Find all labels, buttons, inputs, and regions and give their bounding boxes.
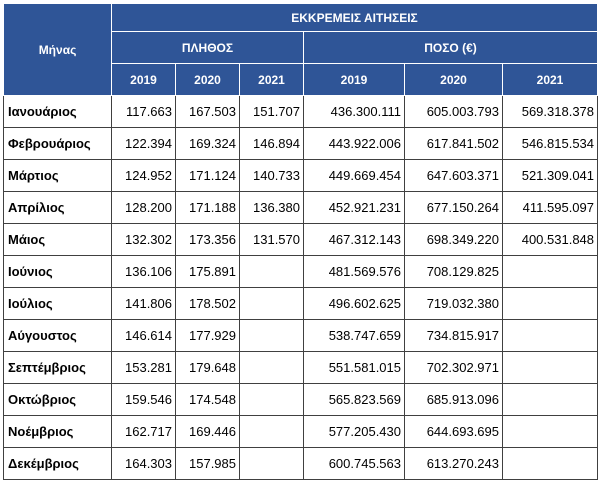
month-cell: Μάιος xyxy=(4,224,112,256)
month-cell: Οκτώβριος xyxy=(4,384,112,416)
amount-cell: 605.003.793 xyxy=(405,96,503,128)
count-cell xyxy=(240,256,304,288)
count-cell: 159.546 xyxy=(112,384,176,416)
table-row xyxy=(4,128,598,160)
amount-cell: 644.693.695 xyxy=(405,416,503,448)
count-cell: 151.707 xyxy=(240,96,304,128)
count-cell xyxy=(240,320,304,352)
month-cell: Απρίλιος xyxy=(4,192,112,224)
amount-cell: 565.823.569 xyxy=(304,384,405,416)
header-amount: ΠΟΣΟ (€) xyxy=(304,32,598,64)
table-row xyxy=(4,160,598,192)
amount-cell: 538.747.659 xyxy=(304,320,405,352)
amount-cell: 521.309.041 xyxy=(503,160,598,192)
amount-cell: 600.745.563 xyxy=(304,448,405,480)
amount-cell xyxy=(503,320,598,352)
count-cell: 122.394 xyxy=(112,128,176,160)
amount-cell: 452.921.231 xyxy=(304,192,405,224)
amount-cell: 569.318.378 xyxy=(503,96,598,128)
count-cell: 173.356 xyxy=(176,224,240,256)
table-row xyxy=(4,288,598,320)
amount-cell: 496.602.625 xyxy=(304,288,405,320)
month-cell: Δεκέμβριος xyxy=(4,448,112,480)
month-cell: Σεπτέμβριος xyxy=(4,352,112,384)
amount-cell: 708.129.825 xyxy=(405,256,503,288)
count-cell: 171.188 xyxy=(176,192,240,224)
amount-cell: 613.270.243 xyxy=(405,448,503,480)
amount-cell: 467.312.143 xyxy=(304,224,405,256)
amount-cell xyxy=(503,384,598,416)
count-cell: 141.806 xyxy=(112,288,176,320)
header-pending-applications: ΕΚΚΡΕΜΕΙΣ ΑΙΤΗΣΕΙΣ xyxy=(112,4,598,32)
header-month: Μήνας xyxy=(4,4,112,96)
table-row xyxy=(4,96,598,128)
count-cell: 117.663 xyxy=(112,96,176,128)
header-count: ΠΛΗΘΟΣ xyxy=(112,32,304,64)
amount-cell xyxy=(503,416,598,448)
table-row xyxy=(4,320,598,352)
count-cell: 169.446 xyxy=(176,416,240,448)
count-cell: 164.303 xyxy=(112,448,176,480)
amount-cell: 546.815.534 xyxy=(503,128,598,160)
count-cell: 177.929 xyxy=(176,320,240,352)
pending-applications-table xyxy=(3,3,598,480)
count-cell xyxy=(240,416,304,448)
amount-cell: 698.349.220 xyxy=(405,224,503,256)
header-count-year: 2020 xyxy=(176,64,240,96)
amount-cell: 685.913.096 xyxy=(405,384,503,416)
count-cell: 124.952 xyxy=(112,160,176,192)
amount-cell: 577.205.430 xyxy=(304,416,405,448)
amount-cell xyxy=(503,256,598,288)
table-row xyxy=(4,416,598,448)
table-row xyxy=(4,224,598,256)
count-cell: 167.503 xyxy=(176,96,240,128)
header-count-year: 2019 xyxy=(112,64,176,96)
count-cell: 153.281 xyxy=(112,352,176,384)
count-cell xyxy=(240,352,304,384)
count-cell: 146.614 xyxy=(112,320,176,352)
header-amount-year: 2019 xyxy=(304,64,405,96)
amount-cell: 443.922.006 xyxy=(304,128,405,160)
amount-cell xyxy=(503,448,598,480)
amount-cell: 702.302.971 xyxy=(405,352,503,384)
count-cell: 178.502 xyxy=(176,288,240,320)
count-cell: 131.570 xyxy=(240,224,304,256)
amount-cell: 436.300.111 xyxy=(304,96,405,128)
month-cell: Νοέμβριος xyxy=(4,416,112,448)
amount-cell xyxy=(503,288,598,320)
month-cell: Ιούλιος xyxy=(4,288,112,320)
amount-cell: 481.569.576 xyxy=(304,256,405,288)
table-row xyxy=(4,384,598,416)
count-cell: 162.717 xyxy=(112,416,176,448)
month-cell: Μάρτιος xyxy=(4,160,112,192)
header-amount-year: 2021 xyxy=(503,64,598,96)
table-body xyxy=(4,96,598,480)
header-count-year: 2021 xyxy=(240,64,304,96)
count-cell: 175.891 xyxy=(176,256,240,288)
count-cell xyxy=(240,448,304,480)
amount-cell: 677.150.264 xyxy=(405,192,503,224)
amount-cell: 449.669.454 xyxy=(304,160,405,192)
table-row xyxy=(4,256,598,288)
amount-cell: 400.531.848 xyxy=(503,224,598,256)
month-cell: Ιούνιος xyxy=(4,256,112,288)
table-row xyxy=(4,352,598,384)
count-cell: 169.324 xyxy=(176,128,240,160)
month-cell: Ιανουάριος xyxy=(4,96,112,128)
table-row xyxy=(4,192,598,224)
header-amount-year: 2020 xyxy=(405,64,503,96)
count-cell: 136.380 xyxy=(240,192,304,224)
month-cell: Φεβρουάριος xyxy=(4,128,112,160)
count-cell: 174.548 xyxy=(176,384,240,416)
count-cell: 157.985 xyxy=(176,448,240,480)
count-cell: 179.648 xyxy=(176,352,240,384)
month-cell: Αύγουστος xyxy=(4,320,112,352)
count-cell: 140.733 xyxy=(240,160,304,192)
amount-cell: 617.841.502 xyxy=(405,128,503,160)
amount-cell: 411.595.097 xyxy=(503,192,598,224)
count-cell: 171.124 xyxy=(176,160,240,192)
table-row xyxy=(4,448,598,480)
amount-cell xyxy=(503,352,598,384)
count-cell: 132.302 xyxy=(112,224,176,256)
amount-cell: 734.815.917 xyxy=(405,320,503,352)
count-cell: 128.200 xyxy=(112,192,176,224)
count-cell: 146.894 xyxy=(240,128,304,160)
amount-cell: 647.603.371 xyxy=(405,160,503,192)
amount-cell: 551.581.015 xyxy=(304,352,405,384)
count-cell xyxy=(240,384,304,416)
amount-cell: 719.032.380 xyxy=(405,288,503,320)
count-cell: 136.106 xyxy=(112,256,176,288)
count-cell xyxy=(240,288,304,320)
